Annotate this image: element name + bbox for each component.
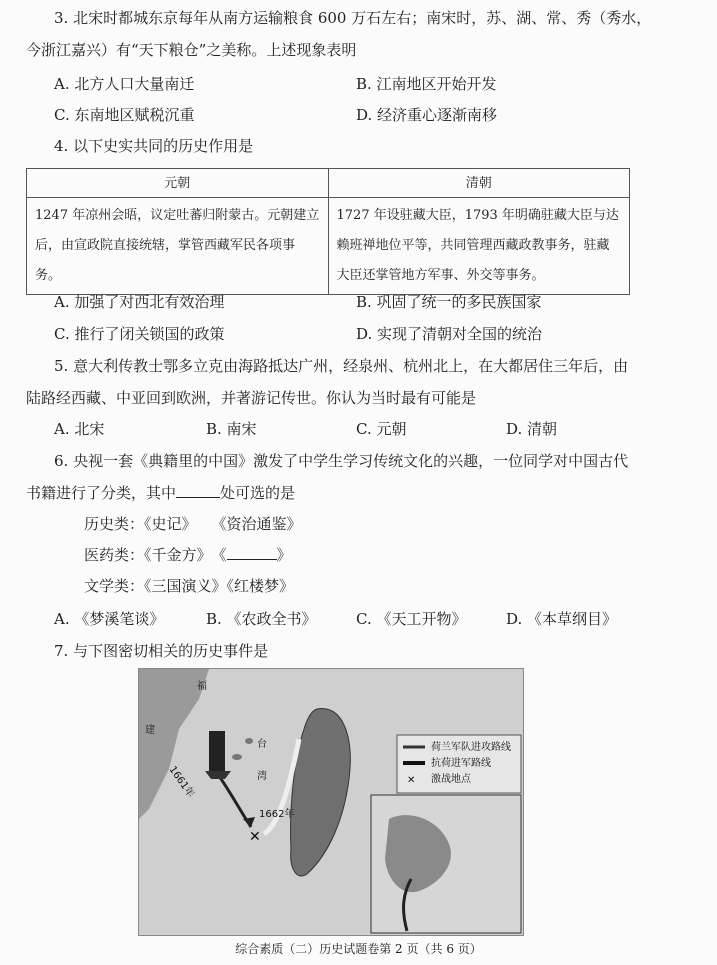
q4-option-a: A. 加强了对西北有效治理: [54, 293, 225, 311]
table-cell-yuan: 1247 年凉州会晤，议定吐蕃归附蒙古。元朝建立后，由宣政院直接统辖，掌管西藏军民各项事务。: [27, 198, 329, 295]
q6-answer-blank: [176, 483, 220, 498]
q5-stem-line1: 5. 意大利传教士鄂多立克由海路抵达广州，经泉州、杭州北上，在大都居住三年后，由: [54, 357, 629, 375]
q3-stem-line2: 今浙江嘉兴）有“天下粮仓”之美称。上述现象表明: [26, 41, 357, 59]
ship-hull-icon: [205, 771, 231, 779]
q6-option-d: D. 《本草纲目》: [506, 610, 618, 628]
taiwan-map: [138, 668, 524, 936]
label-jian: 建: [145, 725, 155, 736]
q6-stem-line2-end: 处可选的是: [220, 484, 296, 502]
legend-battle-icon: ✕: [407, 775, 416, 786]
legend-resistance-route: 抗荷进军路线: [431, 758, 491, 769]
q6-option-a: A. 《梦溪笔谈》: [54, 610, 165, 628]
island-1: [232, 754, 242, 760]
q4-option-d: D. 实现了清朝对全国的统治: [356, 325, 543, 343]
label-tai: 台: [257, 739, 267, 750]
q6-medicine-blank: [227, 545, 277, 560]
taiwan-island: [291, 709, 351, 876]
q4-option-b: B. 巩固了统一的多民族国家: [356, 293, 542, 311]
label-fu: 福: [197, 681, 207, 692]
q6-category-history: 历史类：《史记》 《资治通鉴》: [84, 515, 302, 533]
legend-battle: 激战地点: [431, 774, 471, 785]
q3-stem-line1: 3. 北宋时都城东京每年从南方运输粮食 600 万石左右；南宋时，苏、湖、常、秀（秀水，: [54, 9, 652, 27]
battle-x-mark: ✕: [249, 829, 261, 845]
q6-stem-line2: [26, 483, 295, 503]
q4-option-c: C. 推行了闭关锁国的政策: [54, 325, 225, 343]
q3-option-b: B. 江南地区开始开发: [356, 75, 497, 93]
q3-option-a: A. 北方人口大量南迁: [54, 75, 195, 93]
q5-option-c: C. 元朝: [356, 420, 407, 438]
label-year-1661: 1661年: [166, 764, 196, 800]
page-footer: 综合素质（二）历史试题卷第 2 页（共 6 页）: [235, 942, 482, 956]
q6-stem-line1: 6. 央视一套《典籍里的中国》激发了中学生学习传统文化的兴趣，一位同学对中国古代: [54, 452, 629, 470]
ship-icon: [209, 731, 225, 771]
q6-option-c: C. 《天工开物》: [356, 610, 467, 628]
q5-option-b: B. 南宋: [206, 420, 257, 438]
table-cell-qing: 1727 年设驻藏大臣，1793 年明确驻藏大臣与达赖班禅地位平等，共同管理西藏政教事务，驻藏大臣还掌管地方军事、外交等事务。: [328, 198, 630, 295]
q3-option-c: C. 东南地区赋税沉重: [54, 106, 195, 124]
q6-category-medicine-end: 》: [276, 546, 292, 564]
q4-stem: 4. 以下史实共同的历史作用是: [54, 137, 254, 155]
label-year-1662: 1662年: [259, 809, 295, 820]
q5-option-d: D. 清朝: [506, 420, 558, 438]
map-svg: [139, 669, 523, 935]
q6-option-b: B. 《农政全书》: [206, 610, 317, 628]
legend-dutch-route: 荷兰军队进攻路线: [431, 742, 511, 753]
q6-category-literature: 文学类：《三国演义》《红楼梦》: [84, 577, 295, 595]
label-wan: 湾: [257, 771, 267, 782]
q6-category-medicine-start: 医药类：《千金方》 《: [84, 546, 227, 564]
q3-option-d: D. 经济重心逐渐南移: [356, 106, 498, 124]
q6-category-medicine: [84, 545, 292, 565]
q6-stem-line2-start: 书籍进行了分类，其中: [26, 484, 177, 502]
table-header-qing: 清朝: [328, 169, 630, 198]
q7-stem: 7. 与下图密切相关的历史事件是: [54, 642, 269, 660]
q5-stem-line2: 陆路经西藏、中亚回到欧洲，并著游记传世。你认为当时最有可能是: [26, 389, 477, 407]
table-header-yuan: 元朝: [27, 169, 329, 198]
q5-option-a: A. 北宋: [54, 420, 105, 438]
q4-comparison-table: [26, 168, 630, 295]
island-2: [245, 738, 253, 744]
